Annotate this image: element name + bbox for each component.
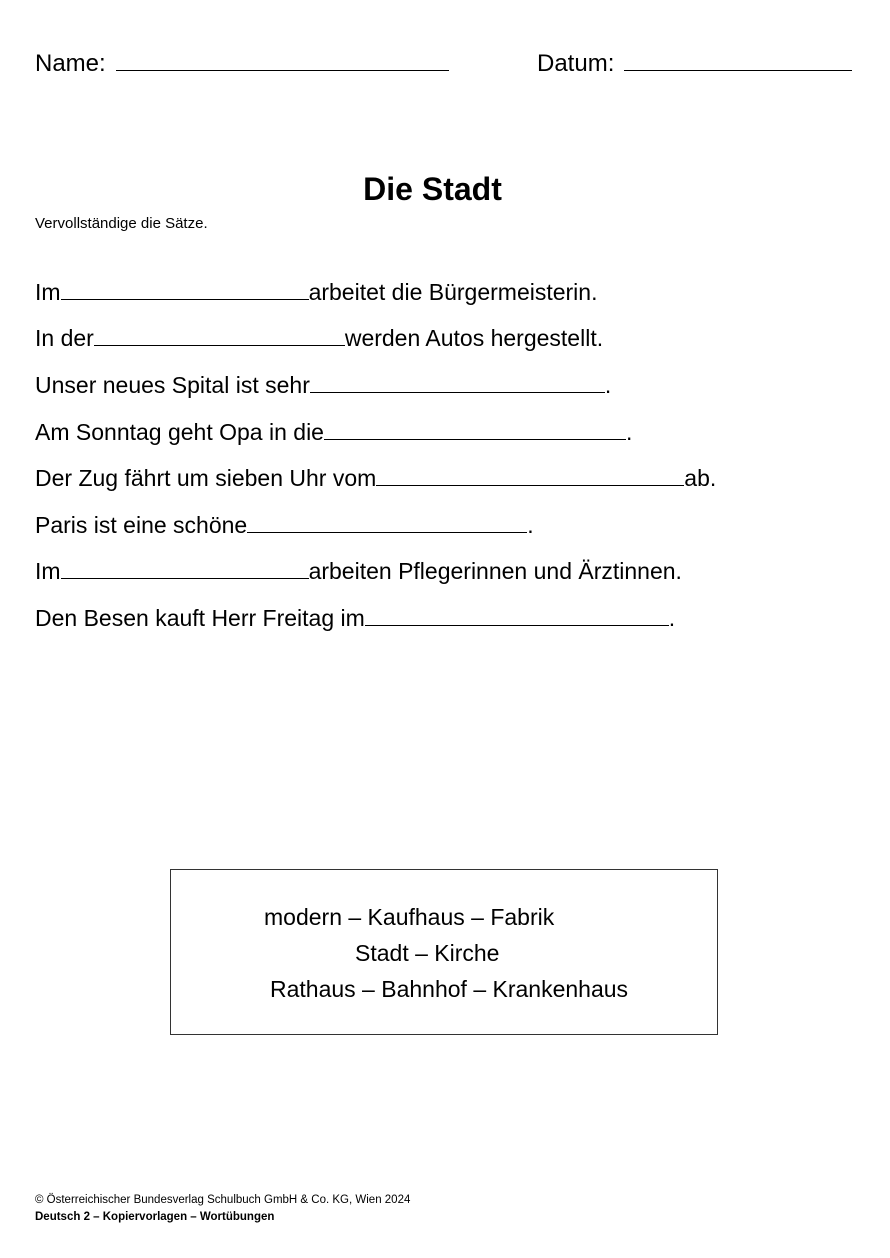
sentence-text-after: ab. — [684, 465, 717, 491]
sentence-text-before: Im — [35, 558, 61, 584]
answer-blank-2[interactable] — [94, 323, 345, 346]
sentence-3 — [35, 369, 611, 401]
sentence-text-before: In der — [35, 325, 94, 351]
name-field — [35, 46, 449, 81]
footer-series: Deutsch 2 – Kopiervorlagen – Wortübungen — [35, 1211, 275, 1223]
footer-copyright: © Österreichischer Bundesverlag Schulbuch GmbH & Co. KG, Wien 2024 — [35, 1194, 411, 1206]
sentence-4 — [35, 416, 632, 448]
answer-blank-6[interactable] — [247, 510, 527, 533]
date-label: Datum: — [537, 50, 615, 77]
sentence-text-before: Am Sonntag geht Opa in die — [35, 419, 324, 445]
word-bank-line-3: Rathaus – Bahnhof – Krankenhaus — [270, 976, 629, 1002]
answer-blank-8[interactable] — [365, 603, 669, 626]
sentence-7 — [35, 555, 682, 587]
date-input-line[interactable] — [624, 46, 852, 71]
name-input-line[interactable] — [116, 46, 449, 71]
answer-blank-7[interactable] — [61, 556, 309, 579]
sentence-text-before: Der Zug fährt um sieben Uhr vom — [35, 465, 377, 491]
word-bank-line-2: Stadt – Kirche — [355, 940, 500, 966]
name-label: Name: — [35, 50, 106, 77]
instruction-text: Vervollständige die Sätze. — [35, 215, 208, 232]
sentence-text-before: Unser neues Spital ist sehr — [35, 372, 310, 398]
date-field — [537, 46, 852, 81]
sentence-2 — [35, 322, 603, 354]
sentence-6 — [35, 509, 534, 541]
sentence-text-after: werden Autos hergestellt. — [344, 325, 604, 351]
sentence-1 — [35, 276, 597, 308]
sentence-5 — [35, 462, 716, 494]
sentence-text-before: Im — [35, 279, 61, 305]
sentence-text-after: . — [527, 512, 534, 538]
sentence-text-after: . — [668, 605, 676, 631]
word-bank-box — [170, 869, 718, 1035]
sentence-text-before: Den Besen kauft Herr Freitag im — [35, 605, 365, 631]
answer-blank-4[interactable] — [324, 417, 626, 440]
word-bank-line-1: modern – Kaufhaus – Fabrik — [264, 904, 555, 930]
sentence-text-after: arbeitet die Bürgermeisterin. — [308, 279, 598, 305]
sentence-text-after: . — [625, 419, 633, 445]
sentence-text-after: arbeiten Pflegerinnen und Ärztinnen. — [308, 558, 682, 584]
sentence-8 — [35, 602, 675, 634]
sentence-text-after: . — [604, 372, 612, 398]
answer-blank-3[interactable] — [310, 370, 605, 393]
sentence-text-before: Paris ist eine schöne — [35, 512, 248, 538]
answer-blank-5[interactable] — [376, 463, 684, 486]
answer-blank-1[interactable] — [61, 277, 309, 300]
page-title: Die Stadt — [363, 171, 502, 207]
